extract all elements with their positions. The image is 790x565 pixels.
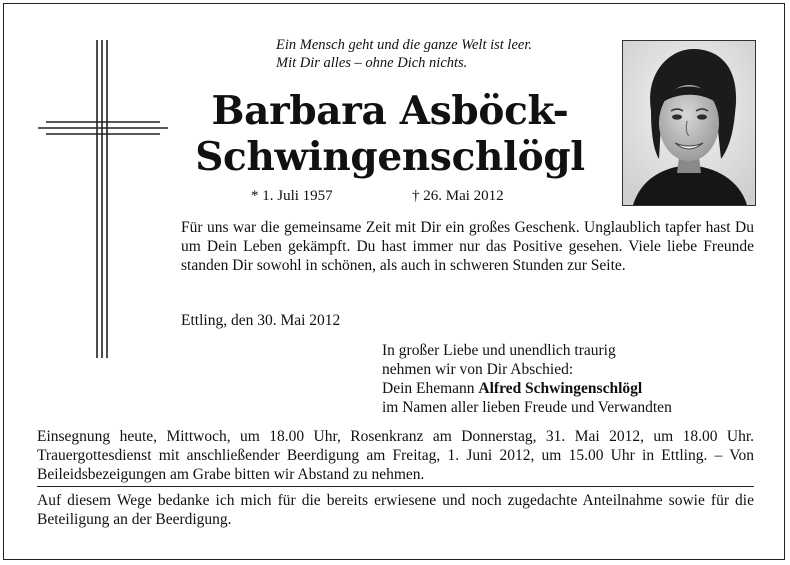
mourners-line-3 <box>382 379 672 398</box>
motto <box>276 36 532 72</box>
divider <box>37 486 754 487</box>
thanks-note: Auf diesem Wege bedanke ich mich für die bereits erwiesene und noch zugedachte Anteilnahme sowie für die Beteiligung an der Beerdigung. <box>37 492 754 528</box>
cross-icon <box>36 40 172 360</box>
birth-date: * 1. Juli 1957 <box>251 188 333 204</box>
message-paragraph: Für uns war die gemeinsame Zeit mit Dir ein großes Geschenk. Unglaublich tapfer hast Du um Dein Leben gekämpft. Du hast immer nur das Positive gesehen. Viele liebe Freunde standen Dir sowohl in schönen, als auch in schweren Stunden zur Seite. <box>181 219 754 274</box>
name-line-2: Schwingenschlögl <box>195 134 585 180</box>
deceased-name <box>170 88 610 180</box>
motto-line-1: Ein Mensch geht und die ganze Welt ist leer. <box>276 37 532 53</box>
death-date: † 26. Mai 2012 <box>412 188 504 204</box>
mourners-line-1: In großer Liebe und unendlich traurig <box>382 342 616 359</box>
place-date: Ettling, den 30. Mai 2012 <box>181 312 341 329</box>
name-line-1: Barbara Asböck- <box>211 88 569 134</box>
mourners-line-4: im Namen aller lieben Freude und Verwandten <box>382 399 672 416</box>
husband-prefix: Dein Ehemann <box>382 380 479 397</box>
mourners-block <box>382 341 672 417</box>
mourners-line-2: nehmen wir von Dir Abschied: <box>382 361 574 378</box>
funeral-details: Einsegnung heute, Mittwoch, um 18.00 Uhr, Rosenkranz am Donnerstag, 31. Mai 2012, um 18.00 Uhr. Trauergottesdienst mit anschließender Beerdigung am Freitag, 1. Juni 2012, um 15.00 Uhr in Ettling. – Von Beileidsbezeigungen am Grabe bitten wir Abstand zu nehmen. <box>37 428 754 483</box>
motto-line-2: Mit Dir alles – ohne Dich nichts. <box>276 55 468 71</box>
husband-name: Alfred Schwingenschlögl <box>478 380 643 397</box>
portrait-photo <box>622 40 756 206</box>
